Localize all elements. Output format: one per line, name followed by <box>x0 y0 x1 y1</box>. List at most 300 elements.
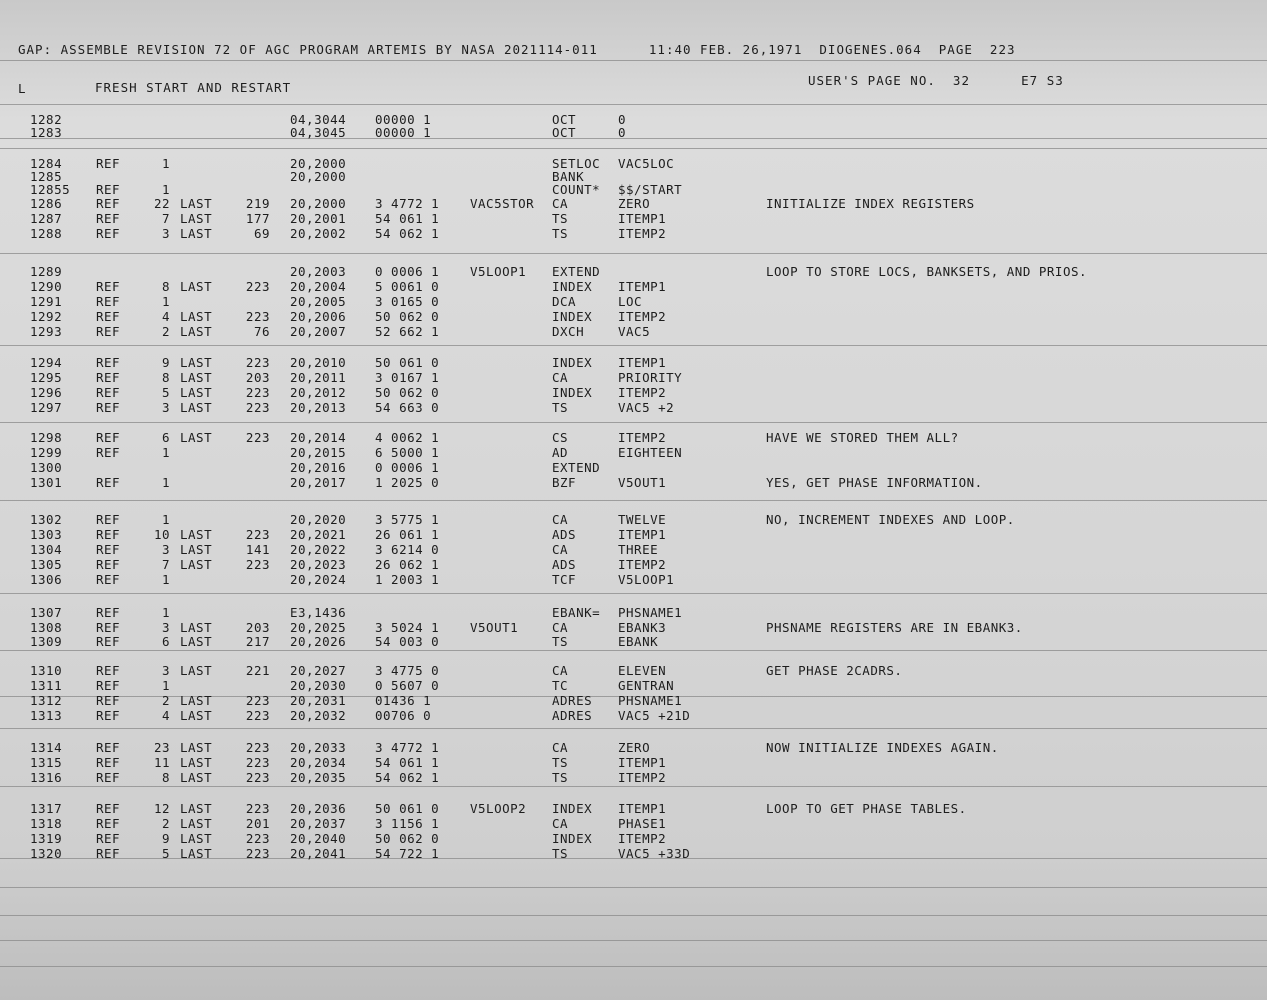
last-page: 223 <box>245 831 270 846</box>
ref-count: 2 <box>161 693 170 708</box>
object-code: 0 5607 0 <box>375 678 440 693</box>
last-page: 223 <box>245 385 270 400</box>
last-page: 223 <box>245 846 270 861</box>
opcode: BANK <box>552 169 585 184</box>
opcode: INDEX <box>552 309 593 324</box>
ref-count: 1 <box>161 512 170 527</box>
ref-count: 5 <box>161 846 170 861</box>
last-page: 223 <box>245 527 270 542</box>
operand: ITEMP1 <box>618 801 667 816</box>
ref-tag: REF <box>96 226 121 241</box>
ref-tag: REF <box>96 572 121 587</box>
line-number: 1283 <box>30 125 63 140</box>
ruled-line <box>0 728 1267 729</box>
ref-count: 8 <box>161 279 170 294</box>
last-page: 219 <box>245 196 270 211</box>
ref-count: 8 <box>161 370 170 385</box>
listing-row <box>0 527 1267 542</box>
last-tag: LAST <box>180 770 213 785</box>
address: 20,2040 <box>290 831 347 846</box>
last-page: 223 <box>245 355 270 370</box>
object-code: 54 003 0 <box>375 634 440 649</box>
last-tag: LAST <box>180 370 213 385</box>
ref-tag: REF <box>96 663 121 678</box>
address: 20,2021 <box>290 527 347 542</box>
comment: INITIALIZE INDEX REGISTERS <box>766 196 975 211</box>
operand: ITEMP1 <box>618 279 667 294</box>
address: 20,2030 <box>290 678 347 693</box>
opcode: DCA <box>552 294 577 309</box>
line-number: 1295 <box>30 370 63 385</box>
last-tag: LAST <box>180 309 213 324</box>
listing-row <box>0 460 1267 475</box>
opcode: ADS <box>552 527 577 542</box>
object-code: 3 6214 0 <box>375 542 440 557</box>
line-number: 1292 <box>30 309 63 324</box>
operand: LOC <box>618 294 643 309</box>
ref-tag: REF <box>96 740 121 755</box>
ref-count: 11 <box>153 755 170 770</box>
object-code: 3 5775 1 <box>375 512 440 527</box>
last-tag: LAST <box>180 355 213 370</box>
listing-row <box>0 693 1267 708</box>
ref-count: 4 <box>161 309 170 324</box>
ref-tag: REF <box>96 400 121 415</box>
ruled-line <box>0 500 1267 501</box>
ruled-line <box>0 345 1267 346</box>
object-code: 0 0006 1 <box>375 460 440 475</box>
comment: HAVE WE STORED THEM ALL? <box>766 430 959 445</box>
object-code: 3 0165 0 <box>375 294 440 309</box>
ref-tag: REF <box>96 512 121 527</box>
opcode: CA <box>552 663 569 678</box>
line-number: 1307 <box>30 605 63 620</box>
ref-count: 1 <box>161 156 170 171</box>
line-number: 1299 <box>30 445 63 460</box>
ref-count: 1 <box>161 605 170 620</box>
operand: ITEMP2 <box>618 430 667 445</box>
ref-tag: REF <box>96 475 121 490</box>
opcode: EXTEND <box>552 264 601 279</box>
opcode: CA <box>552 620 569 635</box>
listing-row <box>0 309 1267 324</box>
listing-row <box>0 125 1267 140</box>
line-number: 1290 <box>30 279 63 294</box>
opcode: CA <box>552 816 569 831</box>
object-code: 01436 1 <box>375 693 432 708</box>
operand: ZERO <box>618 740 651 755</box>
object-code: 54 061 1 <box>375 211 440 226</box>
ref-count: 3 <box>161 226 170 241</box>
line-number: 1313 <box>30 708 63 723</box>
ruled-line <box>0 650 1267 651</box>
line-number: 1314 <box>30 740 63 755</box>
line-number: 1309 <box>30 634 63 649</box>
line-number: 1287 <box>30 211 63 226</box>
line-number: 1306 <box>30 572 63 587</box>
ref-count: 3 <box>161 663 170 678</box>
address: 20,2003 <box>290 264 347 279</box>
comment: YES, GET PHASE INFORMATION. <box>766 475 983 490</box>
listing-header: GAP: ASSEMBLE REVISION 72 OF AGC PROGRAM ARTEMIS BY NASA 2021114-011 11:40 FEB. 26,1971 DIOGENES.064 PAGE 223 <box>18 42 1016 57</box>
last-tag: LAST <box>180 196 213 211</box>
listing-row <box>0 663 1267 678</box>
address: 20,2022 <box>290 542 347 557</box>
operand: ITEMP1 <box>618 355 667 370</box>
address: 20,2000 <box>290 156 347 171</box>
comment: NO, INCREMENT INDEXES AND LOOP. <box>766 512 1015 527</box>
ref-tag: REF <box>96 182 121 197</box>
last-tag: LAST <box>180 831 213 846</box>
last-tag: LAST <box>180 430 213 445</box>
last-tag: LAST <box>180 211 213 226</box>
address: 20,2031 <box>290 693 347 708</box>
object-code: 4 0062 1 <box>375 430 440 445</box>
ref-tag: REF <box>96 196 121 211</box>
listing-row <box>0 620 1267 635</box>
ref-tag: REF <box>96 755 121 770</box>
address: 20,2020 <box>290 512 347 527</box>
last-page: 223 <box>245 740 270 755</box>
ref-tag: REF <box>96 634 121 649</box>
opcode: OCT <box>552 125 577 140</box>
section-title: FRESH START AND RESTART <box>95 80 292 95</box>
object-code: 1 2003 1 <box>375 572 440 587</box>
ref-tag: REF <box>96 324 121 339</box>
last-tag: LAST <box>180 801 213 816</box>
ref-tag: REF <box>96 294 121 309</box>
operand: ZERO <box>618 196 651 211</box>
ref-count: 6 <box>161 634 170 649</box>
listing-row <box>0 226 1267 241</box>
operand: PHSNAME1 <box>618 693 683 708</box>
listing-row <box>0 572 1267 587</box>
opcode: TCF <box>552 572 577 587</box>
ref-count: 1 <box>161 678 170 693</box>
listing-row <box>0 475 1267 490</box>
last-tag: LAST <box>180 620 213 635</box>
object-code: 54 663 0 <box>375 400 440 415</box>
last-tag: LAST <box>180 663 213 678</box>
address: 20,2026 <box>290 634 347 649</box>
ref-tag: REF <box>96 816 121 831</box>
object-code: 3 4772 1 <box>375 740 440 755</box>
ref-count: 5 <box>161 385 170 400</box>
ruled-line <box>0 786 1267 787</box>
last-tag: LAST <box>180 846 213 861</box>
object-code: 00000 1 <box>375 125 432 140</box>
opcode: TS <box>552 226 569 241</box>
address: 20,2014 <box>290 430 347 445</box>
object-code: 26 061 1 <box>375 527 440 542</box>
last-page: 217 <box>245 634 270 649</box>
object-code: 54 062 1 <box>375 226 440 241</box>
ref-tag: REF <box>96 831 121 846</box>
ref-count: 23 <box>153 740 170 755</box>
line-number: 1316 <box>30 770 63 785</box>
opcode: BZF <box>552 475 577 490</box>
line-number: 1301 <box>30 475 63 490</box>
operand: V5LOOP1 <box>618 572 675 587</box>
address: 20,2024 <box>290 572 347 587</box>
operand: ITEMP2 <box>618 831 667 846</box>
object-code: 1 2025 0 <box>375 475 440 490</box>
ref-count: 2 <box>161 324 170 339</box>
line-number: 1320 <box>30 846 63 861</box>
address: 20,2015 <box>290 445 347 460</box>
listing-row <box>0 557 1267 572</box>
ref-count: 3 <box>161 620 170 635</box>
line-number: 1317 <box>30 801 63 816</box>
ref-tag: REF <box>96 620 121 635</box>
line-number: 1294 <box>30 355 63 370</box>
opcode: ADRES <box>552 693 593 708</box>
operand: VAC5 <box>618 324 651 339</box>
line-number: 1286 <box>30 196 63 211</box>
operand: TWELVE <box>618 512 667 527</box>
line-number: 1308 <box>30 620 63 635</box>
ref-tag: REF <box>96 385 121 400</box>
listing-row <box>0 264 1267 279</box>
operand: VAC5 +33D <box>618 846 691 861</box>
comment: PHSNAME REGISTERS ARE IN EBANK3. <box>766 620 1023 635</box>
opcode: INDEX <box>552 831 593 846</box>
listing-row <box>0 755 1267 770</box>
last-page: 223 <box>245 400 270 415</box>
operand: PHASE1 <box>618 816 667 831</box>
opcode: TS <box>552 634 569 649</box>
ref-count: 10 <box>153 527 170 542</box>
object-code: 00000 1 <box>375 112 432 127</box>
listing-row <box>0 445 1267 460</box>
line-number: 1298 <box>30 430 63 445</box>
operand: ITEMP2 <box>618 309 667 324</box>
listing-row <box>0 385 1267 400</box>
last-tag: LAST <box>180 385 213 400</box>
last-page: 223 <box>245 708 270 723</box>
last-page: 141 <box>245 542 270 557</box>
last-tag: LAST <box>180 324 213 339</box>
listing-row <box>0 605 1267 620</box>
ref-tag: REF <box>96 355 121 370</box>
comment: LOOP TO STORE LOCS, BANKSETS, AND PRIOS. <box>766 264 1088 279</box>
operand: THREE <box>618 542 659 557</box>
address: 20,2002 <box>290 226 347 241</box>
address: 20,2010 <box>290 355 347 370</box>
object-code: 3 4775 0 <box>375 663 440 678</box>
address: 20,2011 <box>290 370 347 385</box>
operand: VAC5 +2 <box>618 400 675 415</box>
address: 20,2027 <box>290 663 347 678</box>
opcode: CA <box>552 370 569 385</box>
ref-tag: REF <box>96 557 121 572</box>
last-page: 223 <box>245 309 270 324</box>
address: 20,2041 <box>290 846 347 861</box>
last-tag: LAST <box>180 279 213 294</box>
ref-tag: REF <box>96 309 121 324</box>
ref-tag: REF <box>96 542 121 557</box>
line-number: 1300 <box>30 460 63 475</box>
listing-row <box>0 801 1267 816</box>
address: 20,2037 <box>290 816 347 831</box>
object-code: 0 0006 1 <box>375 264 440 279</box>
ruled-line <box>0 253 1267 254</box>
ref-count: 1 <box>161 572 170 587</box>
address: 20,2000 <box>290 169 347 184</box>
operand: $$/START <box>618 182 683 197</box>
operand: ITEMP1 <box>618 211 667 226</box>
operand: V5OUT1 <box>618 475 667 490</box>
operand: ITEMP1 <box>618 527 667 542</box>
operand: ITEMP1 <box>618 755 667 770</box>
ref-count: 3 <box>161 542 170 557</box>
line-number: 1288 <box>30 226 63 241</box>
comment: LOOP TO GET PHASE TABLES. <box>766 801 967 816</box>
opcode: ADRES <box>552 708 593 723</box>
operand: ITEMP2 <box>618 226 667 241</box>
ref-tag: REF <box>96 527 121 542</box>
address: 20,2005 <box>290 294 347 309</box>
statement-label: V5OUT1 <box>470 620 519 635</box>
address: 20,2000 <box>290 196 347 211</box>
opcode: TS <box>552 755 569 770</box>
line-number: 1297 <box>30 400 63 415</box>
last-page: 223 <box>245 279 270 294</box>
ref-count: 1 <box>161 182 170 197</box>
opcode: TS <box>552 211 569 226</box>
ref-count: 9 <box>161 355 170 370</box>
line-number: 1293 <box>30 324 63 339</box>
operand: GENTRAN <box>618 678 675 693</box>
ref-count: 1 <box>161 294 170 309</box>
last-tag: LAST <box>180 816 213 831</box>
ref-count: 6 <box>161 430 170 445</box>
last-page: 223 <box>245 755 270 770</box>
line-number: 1304 <box>30 542 63 557</box>
last-page: 223 <box>245 770 270 785</box>
address: 20,2006 <box>290 309 347 324</box>
last-page: 223 <box>245 801 270 816</box>
opcode: CA <box>552 740 569 755</box>
address: 20,2035 <box>290 770 347 785</box>
ref-tag: REF <box>96 370 121 385</box>
line-number: 1319 <box>30 831 63 846</box>
address: 20,2036 <box>290 801 347 816</box>
ref-tag: REF <box>96 770 121 785</box>
line-number: 1303 <box>30 527 63 542</box>
ref-count: 12 <box>153 801 170 816</box>
line-number: 1302 <box>30 512 63 527</box>
statement-label: V5LOOP2 <box>470 801 527 816</box>
opcode: COUNT* <box>552 182 601 197</box>
ref-count: 2 <box>161 816 170 831</box>
operand: ITEMP2 <box>618 770 667 785</box>
ref-tag: REF <box>96 605 121 620</box>
operand: ELEVEN <box>618 663 667 678</box>
opcode: CA <box>552 542 569 557</box>
last-tag: LAST <box>180 542 213 557</box>
listing-row <box>0 355 1267 370</box>
operand: EBANK3 <box>618 620 667 635</box>
last-page: 201 <box>245 816 270 831</box>
last-page: 76 <box>253 324 270 339</box>
comment: NOW INITIALIZE INDEXES AGAIN. <box>766 740 999 755</box>
opcode: EBANK= <box>552 605 601 620</box>
operand: EIGHTEEN <box>618 445 683 460</box>
ref-tag: REF <box>96 211 121 226</box>
object-code: 50 062 0 <box>375 831 440 846</box>
line-number: 1285 <box>30 169 63 184</box>
opcode: TC <box>552 678 569 693</box>
ref-tag: REF <box>96 430 121 445</box>
line-number: 1284 <box>30 156 63 171</box>
operand: 0 <box>618 112 627 127</box>
address: 20,2017 <box>290 475 347 490</box>
line-number: 1318 <box>30 816 63 831</box>
object-code: 50 062 0 <box>375 309 440 324</box>
line-number: 1291 <box>30 294 63 309</box>
opcode: OCT <box>552 112 577 127</box>
last-tag: LAST <box>180 226 213 241</box>
opcode: TS <box>552 846 569 861</box>
listing-row <box>0 196 1267 211</box>
ref-tag: REF <box>96 445 121 460</box>
opcode: INDEX <box>552 801 593 816</box>
opcode: DXCH <box>552 324 585 339</box>
ref-tag: REF <box>96 801 121 816</box>
ref-tag: REF <box>96 708 121 723</box>
ref-tag: REF <box>96 678 121 693</box>
opcode: TS <box>552 400 569 415</box>
ref-count: 22 <box>153 196 170 211</box>
ref-tag: REF <box>96 846 121 861</box>
operand: 0 <box>618 125 627 140</box>
ref-tag: REF <box>96 156 121 171</box>
object-code: 00706 0 <box>375 708 432 723</box>
ruled-line <box>0 422 1267 423</box>
address: 20,2016 <box>290 460 347 475</box>
listing-row <box>0 370 1267 385</box>
address: 04,3045 <box>290 125 347 140</box>
operand: EBANK <box>618 634 659 649</box>
listing-row <box>0 542 1267 557</box>
line-number: 1315 <box>30 755 63 770</box>
object-code: 54 061 1 <box>375 755 440 770</box>
object-code: 26 062 1 <box>375 557 440 572</box>
address: E3,1436 <box>290 605 347 620</box>
ruled-line <box>0 60 1267 61</box>
line-number: 1312 <box>30 693 63 708</box>
listing-row <box>0 279 1267 294</box>
last-page: 221 <box>245 663 270 678</box>
listing-row <box>0 182 1267 197</box>
opcode: CA <box>552 196 569 211</box>
listing-row <box>0 831 1267 846</box>
opcode: INDEX <box>552 279 593 294</box>
address: 04,3044 <box>290 112 347 127</box>
ruled-line <box>0 148 1267 149</box>
listing-row <box>0 512 1267 527</box>
line-number: 1310 <box>30 663 63 678</box>
object-code: 54 062 1 <box>375 770 440 785</box>
address: 20,2007 <box>290 324 347 339</box>
last-tag: LAST <box>180 527 213 542</box>
opcode: CA <box>552 512 569 527</box>
address: 20,2033 <box>290 740 347 755</box>
last-tag: LAST <box>180 693 213 708</box>
line-number: 1311 <box>30 678 63 693</box>
operand: PHSNAME1 <box>618 605 683 620</box>
